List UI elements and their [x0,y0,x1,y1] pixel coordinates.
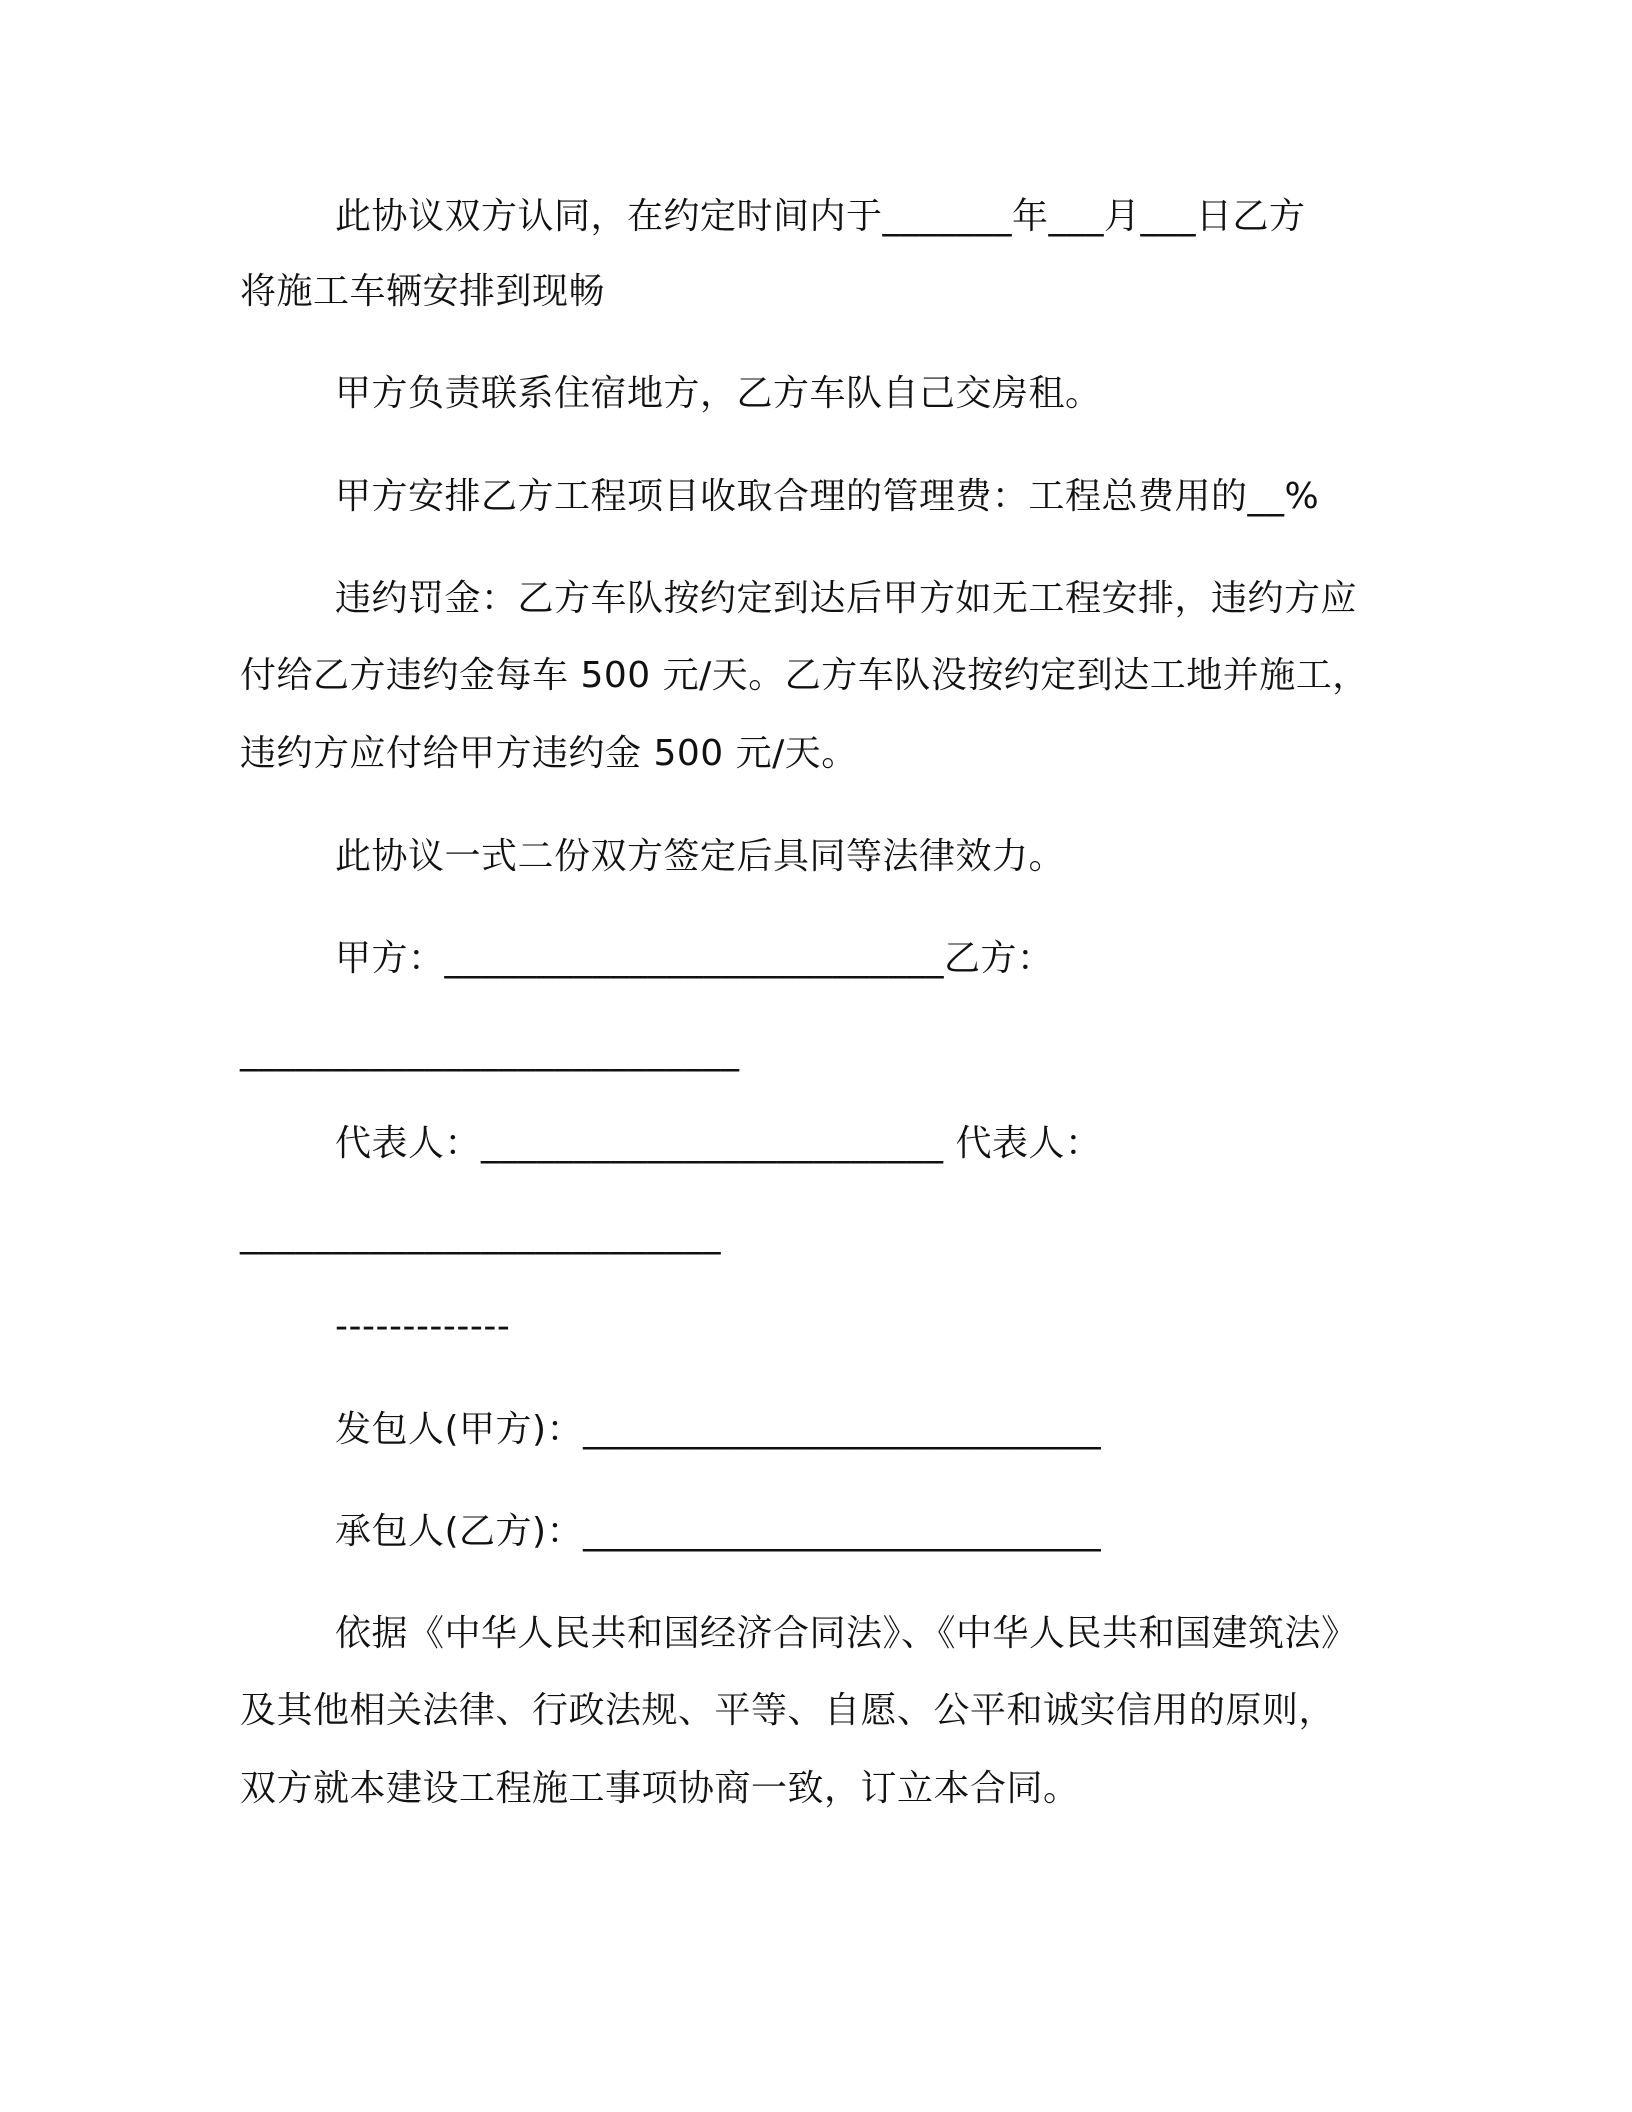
representative-signature-blank: __________________________ [240,1214,721,1255]
schedule-paragraph-line-2: 将施工车辆安排到现畅 [240,271,606,312]
schedule-paragraph-line-1: 此协议双方认同，在约定时间内于_______年___月___日乙方 [335,196,1306,237]
penalty-paragraph-line-2: 付给乙方违约金每车 500 元/天。乙方车队没按约定到达工地并施工， [240,655,1369,696]
party-signature-blank: ___________________________ [240,1031,740,1072]
section-separator: ------------- [335,1306,511,1347]
representative-signature-line: 代表人：_________________________ 代表人： [335,1123,1102,1164]
penalty-paragraph-line-3: 违约方应付给甲方违约金 500 元/天。 [240,733,858,774]
legal-basis-paragraph-line-2: 及其他相关法律、行政法规、平等、自愿、公平和诚实信用的原则， [240,1690,1336,1731]
penalty-paragraph-line-1: 违约罚金：乙方车队按约定到达后甲方如无工程安排，违约方应 [335,578,1358,619]
copies-paragraph: 此协议一式二份双方签定后具同等法律效力。 [335,836,1066,877]
party-signature-line: 甲方：___________________________乙方： [335,938,1054,979]
management-fee-paragraph: 甲方安排乙方工程项目收取合理的管理费：工程总费用的__% [335,476,1320,517]
legal-basis-paragraph-line-3: 双方就本建设工程施工事项协商一致，订立本合同。 [240,1768,1080,1809]
lodging-paragraph: 甲方负责联系住宿地方，乙方车队自己交房租。 [335,373,1102,414]
employer-line: 发包人(甲方)：____________________________ [335,1409,1102,1450]
contractor-line: 承包人(乙方)：____________________________ [335,1511,1102,1552]
legal-basis-paragraph-line-1: 依据《中华人民共和国经济合同法》、《中华人民共和国建筑法》 [335,1613,1358,1654]
